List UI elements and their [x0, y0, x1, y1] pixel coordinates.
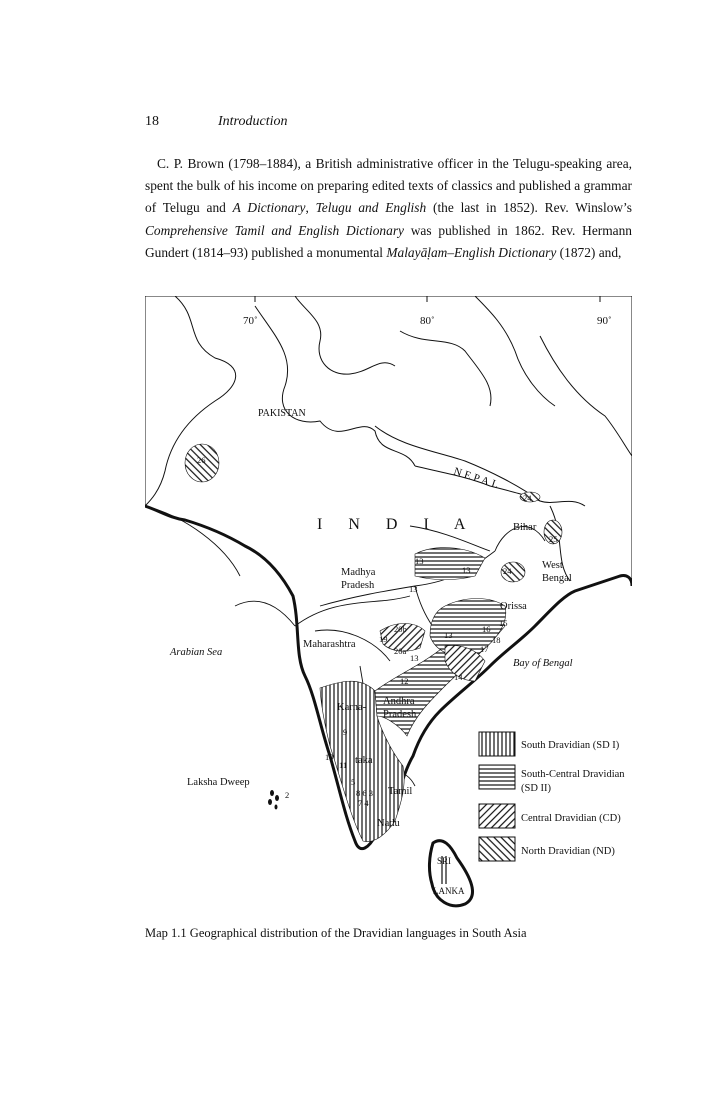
area-number: 13 [444, 630, 453, 640]
area-number: 13 [462, 565, 471, 575]
label-pradesh-ap: Pradesh [383, 709, 417, 720]
label-bihar: Bihar [513, 522, 537, 533]
body-paragraph [145, 153, 632, 264]
area-number: 15 [499, 618, 508, 628]
legend-swatch-north-dravidian [479, 837, 515, 861]
map-caption: Map 1.1 Geographical distribution of the Dravidian languages in South Asia [145, 926, 527, 940]
area-number: 19 [379, 634, 388, 644]
longitude-label-70: 70˚ [243, 315, 258, 327]
label-sri: SRI [437, 856, 452, 866]
area-number: 13 [415, 556, 424, 566]
area-number: 14 [454, 672, 463, 682]
map-svg [145, 296, 632, 908]
dravidian-languages-map [145, 296, 632, 908]
book-title: Malayāḷam–English Dictionary [386, 244, 557, 260]
longitude-label-90: 90˚ [597, 315, 612, 327]
label-lanka: LANKA [433, 886, 465, 896]
legend-label: Central Dravidian (CD) [521, 813, 621, 824]
area-number: 17 [480, 644, 489, 654]
area-number: 8 6 3 [356, 788, 373, 798]
label-india: I N D I A [317, 516, 477, 533]
text-run: C. P. Brown (1798–1884), a British administrative officer in the Telugu-speaking area, spent the bulk of his income on preparing edited texts of classics and published a grammar of Telugu and [145, 156, 632, 216]
area-number: 11 [339, 760, 348, 770]
area-number: 16 [482, 624, 491, 634]
label-orissa: Orissa [500, 601, 527, 612]
area-number: 13 [409, 584, 418, 594]
legend-swatch-south-central-dravidian [479, 765, 515, 789]
label-tamil: Tamil [388, 786, 413, 797]
legend-label: North Dravidian (ND) [521, 846, 615, 857]
legend-label: South Dravidian (SD I) [521, 740, 620, 751]
longitude-label-80: 80˚ [420, 315, 435, 327]
label-west: West [542, 560, 563, 571]
area-number: 24 [503, 566, 512, 576]
legend-swatch-south-dravidian [479, 732, 515, 756]
label-madhya: Madhya [341, 567, 376, 578]
area-number: 25 [549, 534, 558, 544]
area-number: 18 [492, 635, 501, 645]
book-title: Comprehensive Tamil and English Dictionary [145, 222, 404, 238]
text-run: was published in 1862. Rev. Hermann Gundert (1814–93) published a monumental [145, 222, 632, 260]
area-number: 12 [400, 676, 409, 686]
area-number: 20a [394, 646, 407, 656]
area-number: 13 [410, 653, 419, 663]
text-run: , [305, 200, 316, 216]
text-run: (1872) and, [556, 244, 622, 260]
area-number: 20b [394, 624, 407, 634]
label-nadu: Nadu [377, 818, 400, 829]
legend-swatch-central-dravidian [479, 804, 515, 828]
label-laksha-dweep: Laksha Dweep [187, 777, 250, 788]
label-maharashtra: Maharashtra [303, 639, 356, 650]
label-pakistan: PAKISTAN [258, 408, 306, 419]
label-pradesh-mp: Pradesh [341, 580, 375, 591]
label-andhra: Andhra [383, 696, 415, 707]
area-number: 9 [343, 727, 348, 737]
text-run: (the last in 1852). Rev. Winslow’s [426, 200, 632, 216]
area-number: 5 [351, 777, 356, 787]
lakshadweep-islands [268, 790, 279, 810]
label-nepal: NEPAL [452, 465, 503, 493]
map-legend [479, 732, 625, 861]
book-title: Telugu and English [315, 200, 427, 216]
south-central-dravidian-area-north [415, 548, 485, 580]
book-title: A Dictionary [232, 200, 306, 216]
label-taka: taka [355, 755, 373, 766]
label-bengal: Bengal [542, 573, 572, 584]
page-number: 18 [145, 114, 159, 129]
area-number: 7 4 [358, 798, 369, 808]
area-number: 26 [197, 455, 206, 465]
legend-label: (SD II) [521, 783, 552, 794]
label-bay-of-bengal: Bay of Bengal [513, 658, 573, 669]
area-number: 24 [523, 493, 532, 503]
legend-label: South-Central Dravidian [521, 769, 625, 780]
area-number: 10 [325, 752, 334, 762]
area-number: 2 [285, 790, 290, 800]
label-karna: Karna- [337, 702, 367, 713]
running-head: Introduction [218, 114, 288, 129]
label-arabian-sea: Arabian Sea [170, 647, 223, 658]
